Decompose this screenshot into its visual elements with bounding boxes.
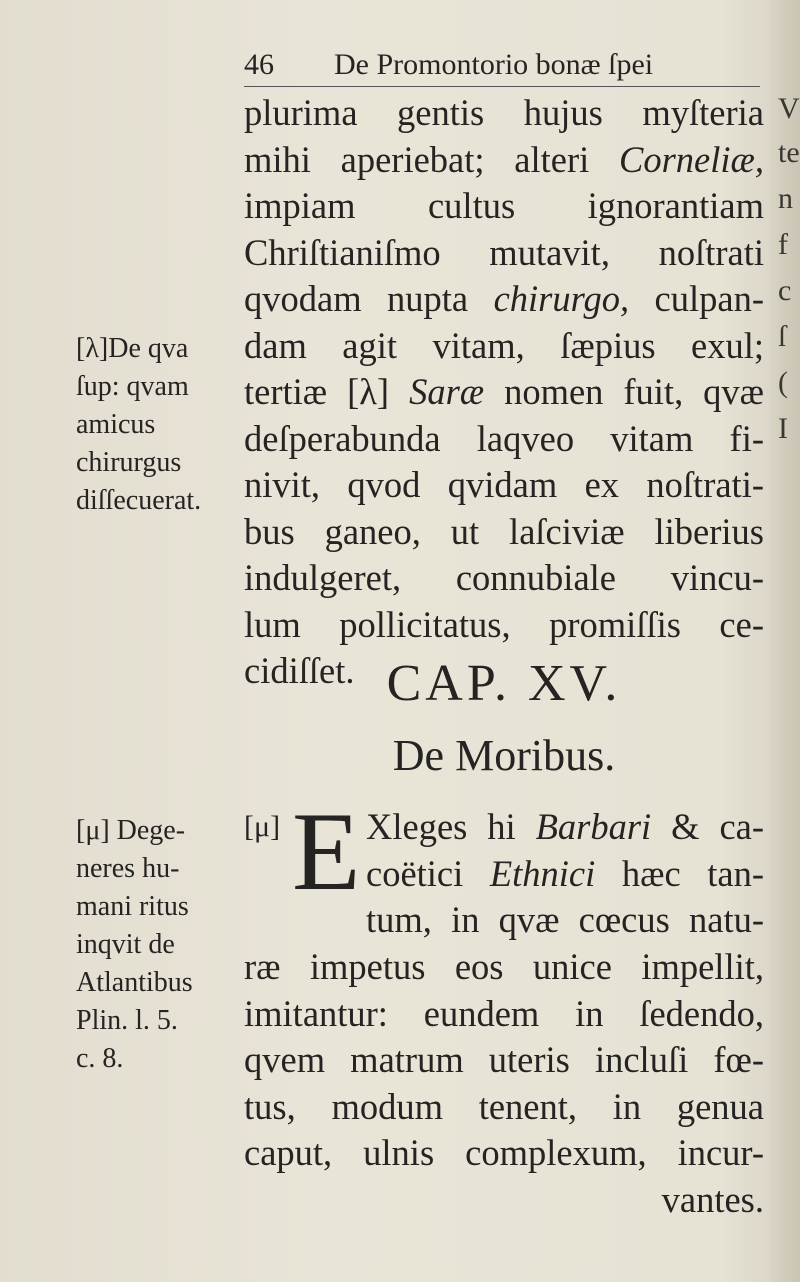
text-line: tus, modum tenent, in genua: [244, 1085, 764, 1127]
text-line: dam agit vitam, ſæpius exul;: [244, 324, 764, 366]
margin-line: inqvit de: [76, 929, 175, 960]
margin-note-lambda: [76, 330, 226, 520]
edge-fragment: f: [778, 228, 788, 261]
drop-cap: E: [292, 790, 361, 914]
margin-line: [λ]De qva: [76, 333, 189, 364]
running-header: [244, 48, 764, 88]
margin-note-mu: [76, 812, 226, 1078]
body-text-bottom: [244, 944, 764, 1223]
text-line: bus ganeo, ut laſciviæ liberius: [244, 510, 764, 552]
text-line: lum pollicitatus, promiſſis ce-: [244, 603, 764, 645]
text-line: plurima gentis hujus myſteria: [244, 92, 764, 133]
text-line: qvodam nupta chirurgo, culpan-: [244, 278, 764, 319]
edge-fragment: I: [778, 412, 788, 445]
text-line: tum, in qvæ cœcus natu-: [366, 899, 764, 940]
text-line: tertiæ [λ] Saræ nomen fuit, qvæ: [244, 371, 764, 412]
chapter-title: CAP. XV.: [386, 655, 622, 712]
text-line: ræ impetus eos unice impellit,: [244, 946, 764, 987]
text-line: Chriſtianiſmo mutavit, noſtrati: [244, 231, 764, 273]
text-line: imitantur: eundem in ſedendo,: [244, 992, 764, 1034]
chapter-subtitle: De Moribus.: [392, 731, 616, 780]
running-title: De Promontorio bonæ ſpei: [334, 48, 654, 81]
text-line: cidiſſet.: [244, 650, 355, 691]
margin-line: amicus: [76, 409, 156, 440]
margin-line: neres hu-: [76, 853, 180, 884]
margin-line: diſſecuerat.: [76, 485, 202, 516]
catchword: vantes.: [661, 1178, 764, 1220]
margin-line: mani ritus: [76, 891, 189, 922]
edge-fragment: c: [778, 274, 792, 307]
header-rule: [244, 86, 760, 87]
text-line: nivit, qvod qvidam ex noſtrati-: [244, 464, 764, 505]
text-line: deſperabunda laqveo vitam fi-: [244, 417, 764, 459]
edge-fragment: V: [778, 92, 800, 125]
text-line: coëtici Ethnici hæc tan-: [366, 852, 764, 894]
facing-page-edge: [770, 0, 800, 1282]
margin-line: Plin. l. 5.: [76, 1005, 178, 1036]
text-line: qvem matrum uteris incluſi fœ-: [244, 1039, 764, 1080]
margin-line: Atlantibus: [76, 967, 193, 998]
footnote-marker-mu: [μ]: [244, 810, 281, 843]
body-text-indented: [366, 804, 764, 944]
edge-fragment: te: [778, 136, 800, 169]
text-line: caput, ulnis complexum, incur-: [244, 1132, 764, 1173]
margin-line: [μ] Dege-: [76, 815, 186, 846]
edge-fragment: n: [778, 182, 793, 215]
edge-fragment: (: [778, 366, 788, 399]
text-line: Xleges hi Barbari & ca-: [366, 806, 764, 847]
margin-line: ſup: qvam: [76, 371, 189, 402]
margin-line: chirurgus: [76, 447, 182, 478]
text-line: mihi aperiebat; alteri Corneliæ,: [244, 138, 764, 180]
edge-fragment: ſ: [778, 320, 787, 353]
page-number: 46: [244, 48, 274, 81]
text-line: impiam cultus ignorantiam: [244, 185, 764, 226]
text-line: indulgeret, connubiale vincu-: [244, 557, 764, 598]
margin-line: c. 8.: [76, 1043, 124, 1074]
body-text-top: [244, 90, 764, 695]
